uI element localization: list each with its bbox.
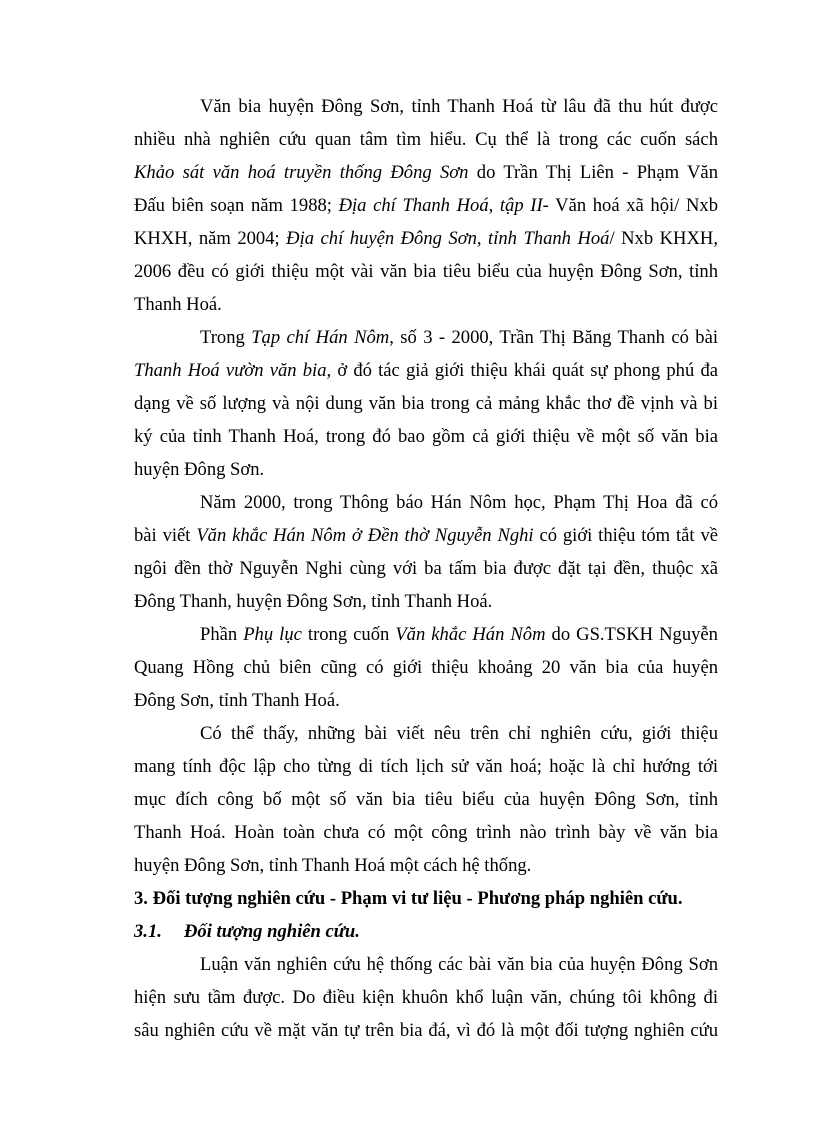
heading-text: 3. Đối tượng nghiên cứu - Phạm vi tư liệu - Phương pháp nghiên cứu. (134, 888, 683, 909)
text: bài viết (134, 525, 197, 546)
text: Đấu biên soạn năm 1988; (134, 195, 339, 216)
book-title: Địa chí Thanh Hoá, tập II (338, 195, 543, 216)
text: Văn bia huyện Đông Sơn, tỉnh Thanh Hoá từ lâu đã thu hút được (200, 96, 718, 117)
p1-line-2 (134, 128, 718, 152)
p2-line-1 (200, 326, 718, 350)
text: huyện Đông Sơn, tỉnh Thanh Hoá một cách hệ thống. (134, 855, 532, 876)
subsection-title: Đối tượng nghiên cứu. (184, 921, 360, 942)
p3-line-1 (200, 491, 718, 515)
text: mục đích công bố một số văn bia tiêu biểu của huyện Đông Sơn, tỉnh (134, 789, 718, 810)
text: , số 3 - 2000, Trần Thị Băng Thanh có bài (389, 327, 719, 348)
text: Quang Hồng chủ biên cũng có giới thiệu khoảng 20 văn bia của huyện (134, 657, 718, 678)
p1-line-7 (134, 293, 718, 317)
p4-line-3 (134, 689, 718, 713)
p3-line-2 (134, 524, 718, 548)
p6-line-1 (200, 953, 718, 977)
p4-line-1 (200, 623, 718, 647)
p5-line-4 (134, 821, 718, 845)
text: - Văn hoá xã hội/ Nxb (542, 195, 718, 216)
text: Trong (200, 327, 252, 348)
text: Thanh Hoá. Hoàn toàn chưa có một công trình nào trình bày về văn bia (134, 822, 718, 843)
text: ở đó tác giả giới thiệu khái quát sự phong phú đa (331, 360, 719, 381)
book-title: Văn khắc Hán Nôm (395, 624, 546, 645)
text: 2006 đều có giới thiệu một vài văn bia tiêu biểu của huyện Đông Sơn, tỉnh (134, 261, 718, 282)
text: Luận văn nghiên cứu hệ thống các bài văn bia của huyện Đông Sơn (200, 954, 718, 975)
text: dạng về số lượng và nội dung văn bia trong cả mảng khắc thơ đề vịnh và bi (134, 393, 718, 414)
text: do GS.TSKH Nguyễn (545, 624, 718, 645)
p6-line-2 (134, 986, 718, 1010)
text: / Nxb KHXH, (609, 228, 718, 249)
text: Năm 2000, trong Thông báo Hán Nôm học, Phạm Thị Hoa đã có (200, 492, 718, 513)
p2-line-3 (134, 392, 718, 416)
text: do Trần Thị Liên - Phạm Văn (468, 162, 718, 183)
p2-line-2 (134, 359, 718, 383)
p2-line-4 (134, 425, 718, 449)
subsection-number: 3.1. (134, 921, 162, 942)
text: Phần (200, 624, 244, 645)
p3-line-3 (134, 557, 718, 581)
subsection-heading (134, 920, 718, 944)
p4-line-2 (134, 656, 718, 680)
section-heading (134, 887, 718, 911)
p1-line-1 (200, 95, 718, 119)
text: huyện Đông Sơn. (134, 459, 265, 480)
text: Có thể thấy, những bài viết nêu trên chỉ nghiên cứu, giới thiệu (200, 723, 718, 744)
p1-line-6 (134, 260, 718, 284)
text: có giới thiệu tóm tắt về (533, 525, 718, 546)
text: mang tính độc lập cho từng di tích lịch sử văn hoá; hoặc là chỉ hướng tới (134, 756, 718, 777)
section-name: Phụ lục (243, 624, 302, 645)
p5-line-1 (200, 722, 718, 746)
p2-line-5 (134, 458, 718, 482)
p1-line-3 (134, 161, 718, 185)
text: KHXH, năm 2004; (134, 228, 287, 249)
book-title: Địa chí huyện Đông Sơn, tỉnh Thanh Hoá (286, 228, 610, 249)
p1-line-5 (134, 227, 718, 251)
article-title: Thanh Hoá vườn văn bia, (134, 360, 332, 381)
p1-line-4 (134, 194, 718, 218)
text: Đông Thanh, huyện Đông Sơn, tỉnh Thanh Hoá. (134, 591, 493, 612)
text: trong cuốn (301, 624, 396, 645)
p5-line-3 (134, 788, 718, 812)
journal-title: Tạp chí Hán Nôm (251, 327, 390, 348)
text: Đông Sơn, tỉnh Thanh Hoá. (134, 690, 340, 711)
text: ký của tỉnh Thanh Hoá, trong đó bao gồm cả giới thiệu về một số văn bia (134, 426, 718, 447)
p5-line-2 (134, 755, 718, 779)
text: sâu nghiên cứu về mặt văn tự trên bia đá, vì đó là một đối tượng nghiên cứu (134, 1020, 718, 1041)
text: ngôi đền thờ Nguyễn Nghi cùng với ba tấm bia được đặt tại đền, thuộc xã (134, 558, 718, 579)
p3-line-4 (134, 590, 718, 614)
book-title: Khảo sát văn hoá truyền thống Đông Sơn (134, 162, 469, 183)
p6-line-3 (134, 1019, 718, 1043)
article-title: Văn khắc Hán Nôm ở Đền thờ Nguyễn Nghi (196, 525, 534, 546)
text: nhiều nhà nghiên cứu quan tâm tìm hiểu. Cụ thể là trong các cuốn sách (134, 129, 718, 150)
text: Thanh Hoá. (134, 294, 222, 315)
p5-line-5 (134, 854, 718, 878)
text: hiện sưu tầm được. Do điều kiện khuôn khổ luận văn, chúng tôi không đi (134, 987, 718, 1008)
